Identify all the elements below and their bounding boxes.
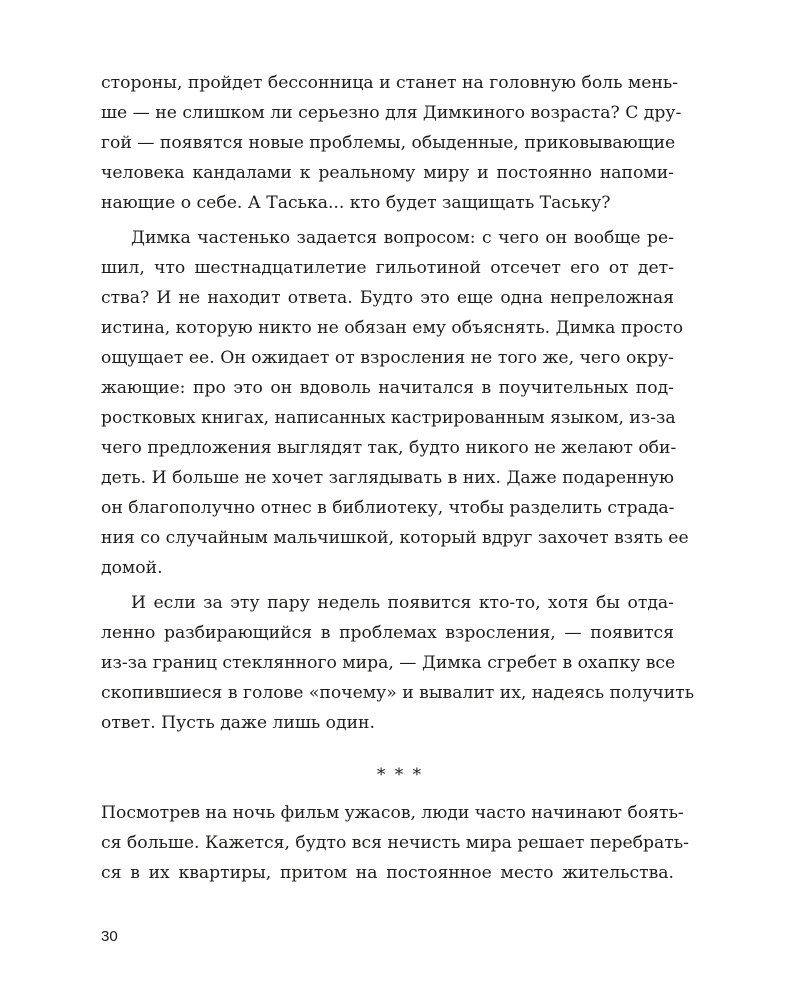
text-line: Димка частенько задается вопросом: с чего он вообще ре- xyxy=(131,228,674,248)
text-line: И если за эту пару недель появится кто-то, хотя бы отда- xyxy=(131,593,674,613)
text-line: человека кандалами к реальному миру и постоянно напоми- xyxy=(101,163,674,183)
page-number: 30 xyxy=(101,928,118,945)
text-line: ленно разбирающийся в проблемах взросления, — появится xyxy=(101,623,674,643)
text-line: ся в их квартиры, притом на постоянное место жительства. xyxy=(101,863,674,883)
text-line: чего предложения выглядят так, будто никого не желают оби- xyxy=(101,438,677,458)
text-line: стороны, пройдет бессонница и станет на головную боль мень- xyxy=(101,73,679,93)
text-line: ростковых книгах, написанных кастрированным языком, из-за xyxy=(101,408,676,428)
text-line: шил, что шестнадцатилетие гильотиной отсечет его от дет- xyxy=(101,258,674,278)
text-line: истина, которую никто не обязан ему объяснять. Димка просто xyxy=(101,318,684,338)
text-line: жающие: про это он вдоволь начитался в поучительных под- xyxy=(101,378,674,398)
section-separator: * * * xyxy=(376,765,424,785)
text-line: нающие о себе. А Таська... кто будет защищать Таську? xyxy=(101,193,611,213)
text-line: из-за границ стеклянного мира, — Димка сгребет в охапку все xyxy=(101,653,676,673)
text-line: ния со случайным мальчишкой, который вдруг захочет взять ее xyxy=(101,528,689,548)
text-line: ства? И не находит ответа. Будто это еще одна непреложная xyxy=(101,288,674,308)
text-line: ся больше. Кажется, будто вся нечисть мира решает перебрать- xyxy=(101,833,689,853)
text-line: Посмотрев на ночь фильм ужасов, люди часто начинают боять- xyxy=(101,803,684,823)
text-line: он благополучно отнес в библиотеку, чтобы разделить страда- xyxy=(101,498,675,518)
text-line: скопившиеся в голове «почему» и вывалит их, надеясь получить xyxy=(101,683,695,703)
text-line: гой — появятся новые проблемы, обыденные, приковывающие xyxy=(101,133,676,153)
text-line: ответ. Пусть даже лишь один. xyxy=(101,713,375,733)
text-line: деть. И больше не хочет заглядывать в них. Даже подаренную xyxy=(101,468,674,488)
text-line: домой. xyxy=(101,558,163,578)
text-line: ощущает ее. Он ожидает от взросления не того же, чего окру- xyxy=(101,348,674,368)
text-line: ше — не слишком ли серьезно для Димкиного возраста? С дру- xyxy=(101,103,682,123)
